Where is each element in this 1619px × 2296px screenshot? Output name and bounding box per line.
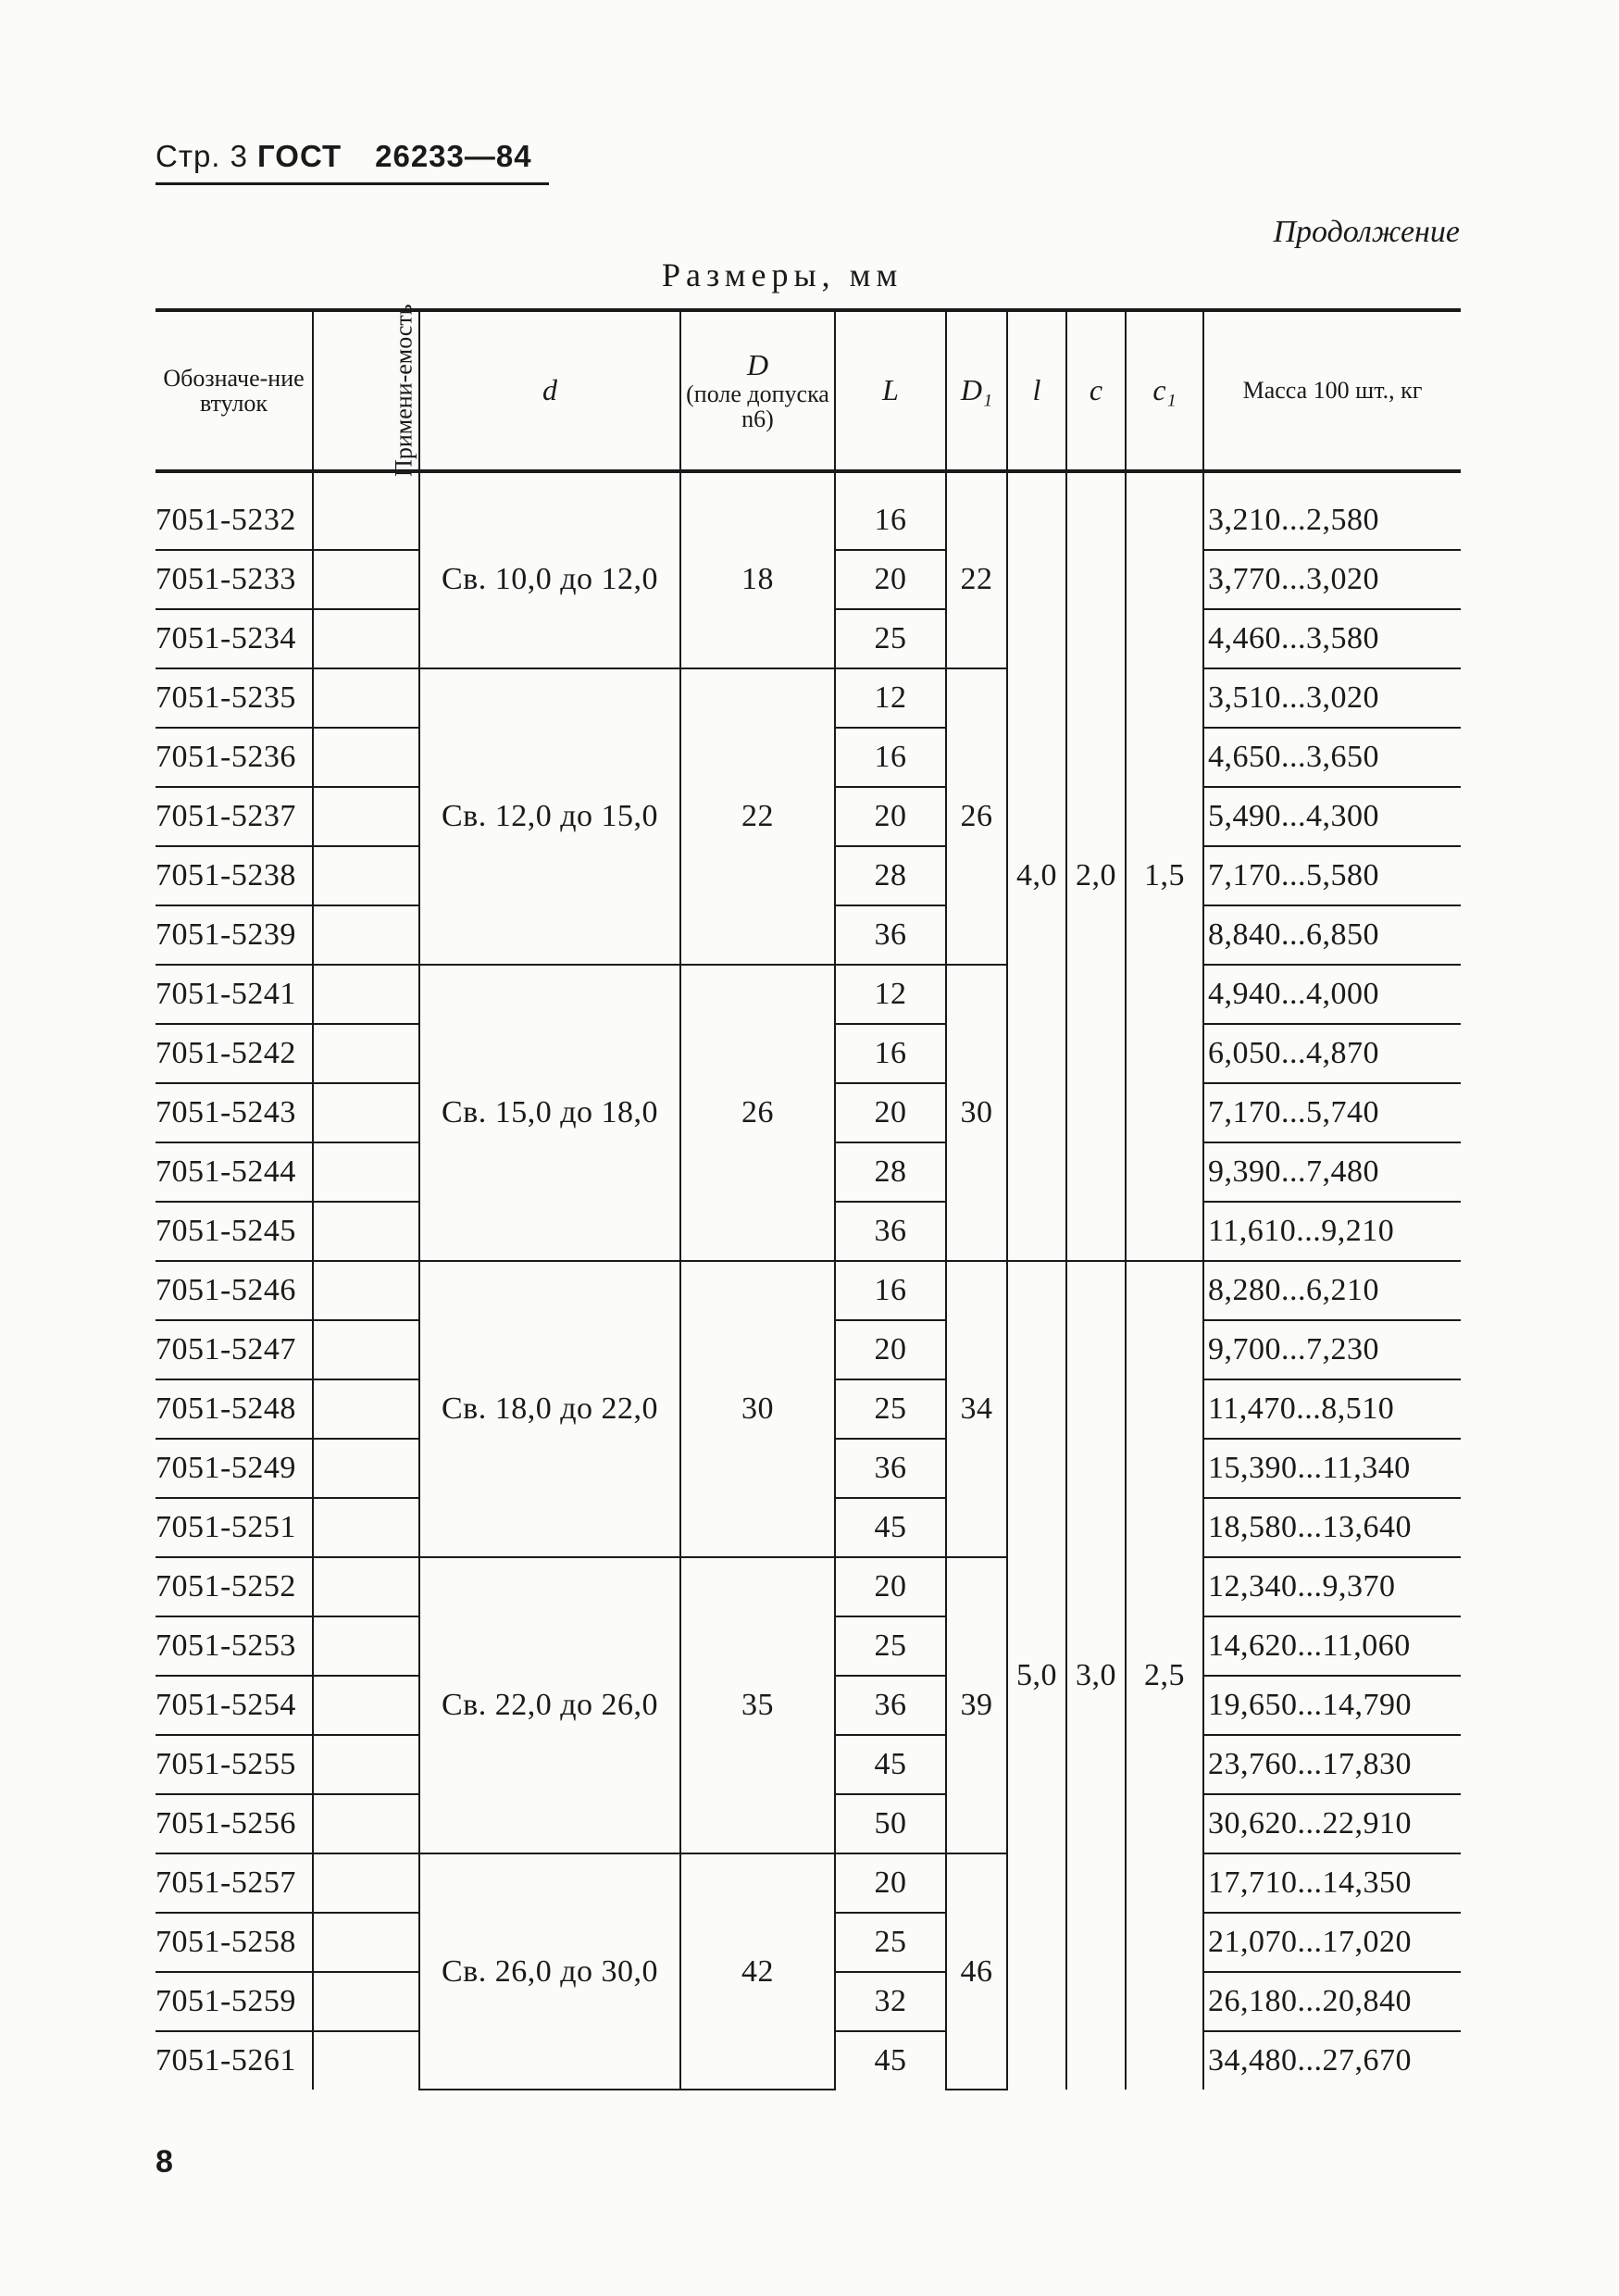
mass-cell: 11,470...8,510 [1203, 1379, 1461, 1439]
applicability-cell [313, 1853, 419, 1913]
applicability-cell [313, 1794, 419, 1853]
designation-cell: 7051-5257 [156, 1853, 313, 1913]
applicability-cell [313, 1379, 419, 1439]
applicability-cell [313, 1320, 419, 1379]
L-cell: 25 [835, 609, 946, 668]
applicability-cell [313, 1913, 419, 1972]
D1-cell: 46 [946, 1853, 1007, 2090]
L-cell: 45 [835, 1735, 946, 1794]
l-cell: 4,0 [1007, 471, 1066, 1261]
designation-cell: 7051-5239 [156, 905, 313, 965]
L-cell: 28 [835, 846, 946, 905]
c1-cell: 2,5 [1126, 1261, 1203, 2090]
col-D1 [946, 310, 1007, 471]
D1-cell: 39 [946, 1557, 1007, 1853]
col-d-label: d [542, 373, 557, 407]
mass-cell: 3,210...2,580 [1203, 471, 1461, 550]
c-cell: 3,0 [1066, 1261, 1126, 2090]
applicability-cell [313, 787, 419, 846]
mass-cell: 34,480...27,670 [1203, 2031, 1461, 2090]
L-cell: 12 [835, 668, 946, 728]
L-cell: 45 [835, 1498, 946, 1557]
designation-cell: 7051-5255 [156, 1735, 313, 1794]
L-cell: 20 [835, 1557, 946, 1616]
applicability-cell [313, 1676, 419, 1735]
applicability-cell [313, 965, 419, 1024]
applicability-cell [313, 1557, 419, 1616]
table-row [156, 965, 1461, 1024]
mass-cell: 3,770...3,020 [1203, 550, 1461, 609]
mass-cell: 9,700...7,230 [1203, 1320, 1461, 1379]
applicability-cell [313, 609, 419, 668]
L-cell: 45 [835, 2031, 946, 2090]
col-D-note: (поле допуска n6) [686, 380, 829, 432]
l-cell: 5,0 [1007, 1261, 1066, 2090]
applicability-cell [313, 1616, 419, 1676]
col-D1-label: D₁ [960, 373, 993, 407]
standard-number: 26233—84 [375, 139, 532, 173]
d-cell: Св. 22,0 до 26,0 [419, 1557, 680, 1853]
col-c1-label: c₁ [1152, 373, 1177, 407]
page-header [156, 139, 532, 174]
mass-cell: 23,760...17,830 [1203, 1735, 1461, 1794]
D1-cell: 30 [946, 965, 1007, 1261]
designation-cell: 7051-5232 [156, 471, 313, 550]
D-cell: 42 [680, 1853, 835, 2090]
L-cell: 36 [835, 905, 946, 965]
D-cell: 35 [680, 1557, 835, 1853]
designation-cell: 7051-5252 [156, 1557, 313, 1616]
page-number: 8 [156, 2144, 173, 2179]
table-caption: Размеры, мм [662, 256, 903, 293]
applicability-cell [313, 846, 419, 905]
L-cell: 16 [835, 1024, 946, 1083]
mass-cell: 30,620...22,910 [1203, 1794, 1461, 1853]
d-cell: Св. 26,0 до 30,0 [419, 1853, 680, 2090]
c1-cell: 1,5 [1126, 471, 1203, 1261]
designation-cell: 7051-5246 [156, 1261, 313, 1320]
designation-cell: 7051-5258 [156, 1913, 313, 1972]
designation-cell: 7051-5254 [156, 1676, 313, 1735]
mass-cell: 26,180...20,840 [1203, 1972, 1461, 2031]
L-cell: 20 [835, 1320, 946, 1379]
col-D-label: D [746, 347, 769, 381]
applicability-cell [313, 471, 419, 550]
col-L-label: L [882, 373, 899, 407]
page-label: Стр. 3 [156, 139, 248, 173]
mass-cell: 5,490...4,300 [1203, 787, 1461, 846]
d-cell: Св. 15,0 до 18,0 [419, 965, 680, 1261]
designation-cell: 7051-5248 [156, 1379, 313, 1439]
L-cell: 20 [835, 1853, 946, 1913]
table-row [156, 471, 1461, 550]
applicability-cell [313, 1498, 419, 1557]
designation-cell: 7051-5233 [156, 550, 313, 609]
applicability-cell [313, 1439, 419, 1498]
designation-cell: 7051-5245 [156, 1202, 313, 1261]
col-c1 [1126, 310, 1203, 471]
mass-cell: 7,170...5,740 [1203, 1083, 1461, 1142]
L-cell: 36 [835, 1439, 946, 1498]
applicability-cell [313, 550, 419, 609]
col-applicability [313, 304, 419, 478]
L-cell: 16 [835, 1261, 946, 1320]
L-cell: 50 [835, 1794, 946, 1853]
mass-cell: 4,940...4,000 [1203, 965, 1461, 1024]
D1-cell: 34 [946, 1261, 1007, 1557]
col-D [680, 310, 835, 471]
L-cell: 28 [835, 1142, 946, 1202]
table-row [156, 668, 1461, 728]
col-L [835, 310, 946, 471]
designation-cell: 7051-5241 [156, 965, 313, 1024]
L-cell: 16 [835, 471, 946, 550]
mass-cell: 4,650...3,650 [1203, 728, 1461, 787]
col-mass: Масса 100 шт., кг [1203, 310, 1461, 471]
designation-cell: 7051-5259 [156, 1972, 313, 2031]
designation-cell: 7051-5235 [156, 668, 313, 728]
standard-label: ГОСТ [257, 139, 342, 173]
continued-label: Продолжение [1273, 215, 1460, 249]
designation-cell: 7051-5253 [156, 1616, 313, 1676]
L-cell: 25 [835, 1616, 946, 1676]
L-cell: 36 [835, 1676, 946, 1735]
mass-cell: 4,460...3,580 [1203, 609, 1461, 668]
designation-cell: 7051-5234 [156, 609, 313, 668]
d-cell: Св. 18,0 до 22,0 [419, 1261, 680, 1557]
L-cell: 20 [835, 550, 946, 609]
col-d [419, 310, 680, 471]
mass-cell: 7,170...5,580 [1203, 846, 1461, 905]
mass-cell: 11,610...9,210 [1203, 1202, 1461, 1261]
applicability-cell [313, 905, 419, 965]
header-rule [156, 182, 549, 185]
table-body [156, 471, 1461, 2090]
applicability-cell [313, 1142, 419, 1202]
d-cell: Св. 12,0 до 15,0 [419, 668, 680, 965]
applicability-cell [313, 728, 419, 787]
table-row [156, 1261, 1461, 1320]
table-header-row [156, 310, 1461, 471]
designation-cell: 7051-5247 [156, 1320, 313, 1379]
mass-cell: 8,840...6,850 [1203, 905, 1461, 965]
mass-cell: 15,390...11,340 [1203, 1439, 1461, 1498]
L-cell: 25 [835, 1379, 946, 1439]
table-row [156, 1853, 1461, 1913]
designation-cell: 7051-5251 [156, 1498, 313, 1557]
applicability-cell [313, 2031, 419, 2090]
D1-cell: 26 [946, 668, 1007, 965]
applicability-cell [313, 1202, 419, 1261]
designation-cell: 7051-5261 [156, 2031, 313, 2090]
designation-cell: 7051-5238 [156, 846, 313, 905]
mass-cell: 19,650...14,790 [1203, 1676, 1461, 1735]
mass-cell: 12,340...9,370 [1203, 1557, 1461, 1616]
designation-cell: 7051-5256 [156, 1794, 313, 1853]
D-cell: 18 [680, 471, 835, 668]
D-cell: 30 [680, 1261, 835, 1557]
designation-cell: 7051-5244 [156, 1142, 313, 1202]
applicability-cell [313, 1083, 419, 1142]
table-row [156, 1557, 1461, 1616]
designation-cell: 7051-5243 [156, 1083, 313, 1142]
L-cell: 36 [835, 1202, 946, 1261]
applicability-cell [313, 1024, 419, 1083]
col-l [1007, 310, 1066, 471]
applicability-cell [313, 1972, 419, 2031]
L-cell: 20 [835, 1083, 946, 1142]
col-applicability-label: Примени-емость [390, 304, 417, 478]
col-designation: Обозначе-ние втулок [156, 310, 313, 471]
col-c [1066, 310, 1126, 471]
d-cell: Св. 10,0 до 12,0 [419, 471, 680, 668]
col-c-label: c [1089, 373, 1103, 407]
L-cell: 20 [835, 787, 946, 846]
applicability-cell [313, 668, 419, 728]
col-l-label: l [1032, 373, 1041, 407]
designation-cell: 7051-5236 [156, 728, 313, 787]
L-cell: 25 [835, 1913, 946, 1972]
mass-cell: 18,580...13,640 [1203, 1498, 1461, 1557]
mass-cell: 21,070...17,020 [1203, 1913, 1461, 1972]
c-cell: 2,0 [1066, 471, 1126, 1261]
mass-cell: 9,390...7,480 [1203, 1142, 1461, 1202]
mass-cell: 14,620...11,060 [1203, 1616, 1461, 1676]
mass-cell: 8,280...6,210 [1203, 1261, 1461, 1320]
D1-cell: 22 [946, 471, 1007, 668]
D-cell: 26 [680, 965, 835, 1261]
mass-cell: 3,510...3,020 [1203, 668, 1461, 728]
D-cell: 22 [680, 668, 835, 965]
dimensions-table [156, 304, 1461, 2090]
designation-cell: 7051-5242 [156, 1024, 313, 1083]
mass-cell: 17,710...14,350 [1203, 1853, 1461, 1913]
L-cell: 16 [835, 728, 946, 787]
applicability-cell [313, 1735, 419, 1794]
applicability-cell [313, 1261, 419, 1320]
L-cell: 32 [835, 1972, 946, 2031]
mass-cell: 6,050...4,870 [1203, 1024, 1461, 1083]
designation-cell: 7051-5237 [156, 787, 313, 846]
designation-cell: 7051-5249 [156, 1439, 313, 1498]
L-cell: 12 [835, 965, 946, 1024]
